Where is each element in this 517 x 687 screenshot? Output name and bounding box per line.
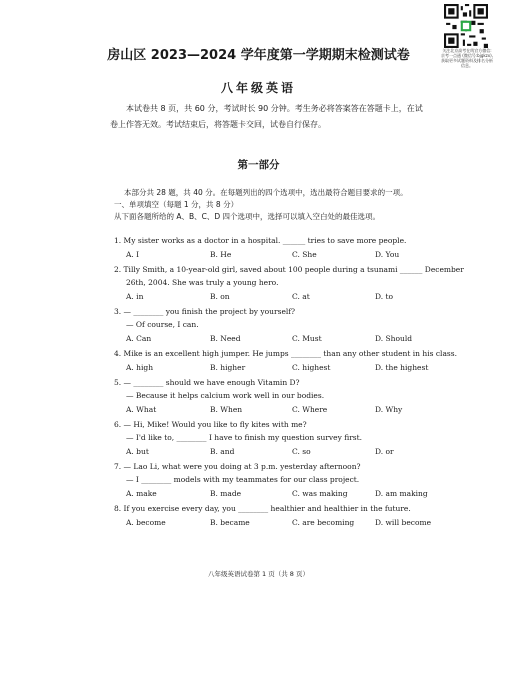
option-a: A. I xyxy=(126,250,140,259)
intro-line: 本部分共 28 题，共 40 分。在每题列出的四个选项中，选出最符合题目要求的一项。 xyxy=(124,188,408,197)
answer-options xyxy=(114,486,499,502)
question-text: — Because it helps calcium work well in our bodies. xyxy=(126,391,325,400)
option-d: D. Should xyxy=(375,334,413,343)
question-text: — I ________ models with my teammates for our class project. xyxy=(126,475,360,484)
question-text: 26th, 2004. She was truly a young hero. xyxy=(126,278,279,287)
option-b: B. and xyxy=(210,447,235,456)
option-b: B. Need xyxy=(210,334,241,343)
notice-line: 本试卷共 8 页，共 60 分，考试时长 90 分钟。考生务必将答案答在答题卡上，在试 xyxy=(126,104,423,113)
question-8 xyxy=(114,502,499,531)
option-d: D. You xyxy=(375,250,400,259)
answer-options xyxy=(114,360,499,376)
part-intro xyxy=(114,187,494,223)
option-b: B. became xyxy=(210,518,250,527)
option-a: A. What xyxy=(126,405,157,414)
page-footer: 八年级英语试卷第 1 页（共 8 页） xyxy=(207,570,310,578)
question-6 xyxy=(114,418,499,460)
answer-options xyxy=(114,289,499,305)
notice-line: 卷上作答无效。考试结束后，将答题卡交回，试卷自行保存。 xyxy=(110,120,326,129)
option-a: A. make xyxy=(126,489,157,498)
question-4 xyxy=(114,347,499,376)
option-a: A. become xyxy=(126,518,166,527)
option-d: D. will become xyxy=(375,518,432,527)
option-c: C. at xyxy=(292,292,310,301)
option-c: C. highest xyxy=(292,363,331,372)
question-text: 4. Mike is an excellent high jumper. He jumps ________ than any other student in his class. xyxy=(114,349,458,358)
option-a: A. but xyxy=(126,447,149,456)
qr-caption: 关注北京高考在线官方微信: 京考一点通 (微信号:bjgkzx), 获取更多试题资料及排名分析信息。 xyxy=(441,48,493,68)
question-text: 7. — Lao Li, what were you doing at 3 p.m. yesterday afternoon? xyxy=(114,462,361,471)
question-3 xyxy=(114,305,499,347)
answer-options xyxy=(114,331,499,347)
option-c: C. She xyxy=(292,250,317,259)
question-list xyxy=(114,234,499,531)
section-instruction: 从下面各题所给的 A、B、C、D 四个选项中，选择可以填入空白处的最佳选项。 xyxy=(114,212,381,221)
option-b: B. higher xyxy=(210,363,246,372)
option-d: D. Why xyxy=(375,405,403,414)
section-heading: 一、单项填空（每题 1 分，共 8 分） xyxy=(114,200,239,209)
question-text: 5. — ________ should we have enough Vitamin D? xyxy=(114,378,300,387)
question-text: — Of course, I can. xyxy=(126,320,199,329)
answer-options xyxy=(114,247,499,263)
option-c: C. are becoming xyxy=(292,518,355,527)
option-d: D. the highest xyxy=(375,363,429,372)
part-title: 第一部分 xyxy=(237,159,280,171)
exam-notice xyxy=(110,101,490,133)
option-c: C. Where xyxy=(292,405,328,414)
question-1 xyxy=(114,234,499,263)
question-2 xyxy=(114,263,499,305)
option-b: B. on xyxy=(210,292,230,301)
option-a: A. high xyxy=(126,363,154,372)
question-7 xyxy=(114,460,499,502)
question-text: 2. Tilly Smith, a 10-year-old girl, saved about 100 people during a tsunami ______ December xyxy=(114,265,464,274)
option-b: B. made xyxy=(210,489,242,498)
option-c: C. Must xyxy=(292,334,322,343)
option-b: B. When xyxy=(210,405,243,414)
option-a: A. in xyxy=(126,292,144,301)
answer-options xyxy=(114,402,499,418)
exam-title: 房山区 2023—2024 学年度第一学期期末检测试卷 xyxy=(107,48,410,63)
question-5 xyxy=(114,376,499,418)
answer-options xyxy=(114,444,499,460)
option-d: D. am making xyxy=(375,489,428,498)
question-text: 1. My sister works as a doctor in a hospital. ______ tries to save more people. xyxy=(114,236,407,245)
question-text: — I'd like to, ________ I have to finish my question survey first. xyxy=(126,433,363,442)
answer-options xyxy=(114,515,499,531)
option-c: C. was making xyxy=(292,489,348,498)
exam-subtitle: 八年级英语 xyxy=(220,81,296,95)
question-text: 8. If you exercise every day, you ________ healthier and healthier in the future. xyxy=(114,504,411,513)
question-text: 3. — ________ you finish the project by yourself? xyxy=(114,307,296,316)
question-text: 6. — Hi, Mike! Would you like to fly kites with me? xyxy=(114,420,307,429)
option-d: D. to xyxy=(375,292,394,301)
option-c: C. so xyxy=(292,447,311,456)
option-d: D. or xyxy=(375,447,394,456)
option-b: B. He xyxy=(210,250,232,259)
qr-code xyxy=(444,4,488,48)
option-a: A. Can xyxy=(126,334,152,343)
